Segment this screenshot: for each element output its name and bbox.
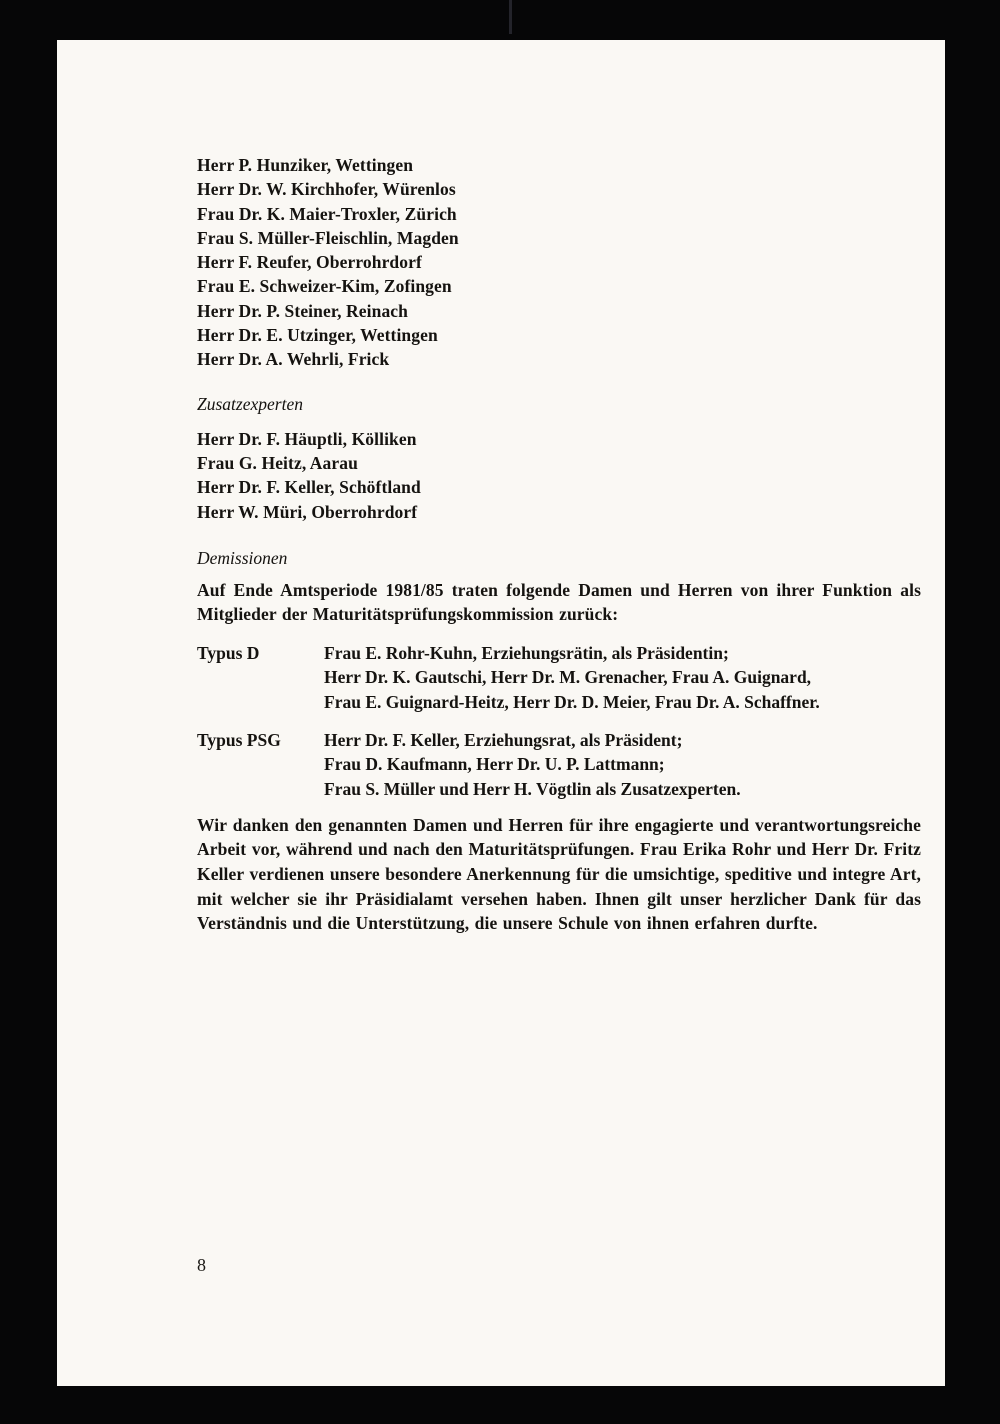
text-line: Herr Dr. K. Gautschi, Herr Dr. M. Grenacher, Frau A. Guignard, [324,667,812,688]
typus-d-label: Typus D [197,643,260,664]
list-item: Herr Dr. W. Kirchhofer, Würenlos [197,179,456,200]
list-item: Herr Dr. E. Utzinger, Wettingen [197,325,438,346]
list-item: Herr P. Hunziker, Wettingen [197,155,414,175]
list-item: Herr Dr. P. Steiner, Reinach [197,300,409,321]
text-line: Frau D. Kaufmann, Herr Dr. U. P. Lattmann; [324,754,665,775]
text-line: Frau E. Guignard-Heitz, Herr Dr. D. Meier, Frau Dr. A. Schaffner. [324,691,820,712]
list-item: Herr Dr. F. Keller, Schöftland [197,477,421,498]
list-item: Frau G. Heitz, Aarau [197,452,358,473]
typus-psg-label: Typus PSG [197,729,281,750]
section-heading-demissionen: Demissionen [197,547,288,568]
list-item: Frau Dr. K. Maier-Troxler, Zürich [197,203,457,224]
list-item: Herr Dr. A. Wehrli, Frick [197,349,390,370]
list-item: Herr F. Reufer, Oberrohrdorf [197,252,422,273]
section-heading-zusatzexperten: Zusatzexperten [197,393,303,414]
text-line: Frau E. Rohr-Kuhn, Erziehungsrätin, als Präsidentin; [324,643,729,664]
text-line: Frau S. Müller und Herr H. Vögtlin als Zusatzexperten. [324,778,741,799]
typus-d-entry [197,641,921,714]
list-item: Frau S. Müller-Fleischlin, Magden [197,227,459,248]
zusatzexperten-list [197,427,921,524]
typus-d-members [324,641,921,714]
document-page [57,40,945,1386]
closing-paragraph: Wir danken den genannten Damen und Herren für ihre engagierte und verantwortungsreiche Arbeit vor, während und nach den Maturitätsprüfungen. Frau Erika Rohr und Herr Dr. Fritz Keller verdienen unsere besondere Anerkennung für die umsichtige, speditive und integre Art, mit welcher sie ihr Präsidialamt versehen haben. Ihnen gilt unser herzlicher Dank für das Verständnis und die Unterstützung, die unsere Schule von ihnen erfahren durfte. [197,814,921,934]
attendee-list [197,40,921,372]
list-item: Frau E. Schweizer-Kim, Zofingen [197,276,452,297]
list-item: Herr Dr. F. Häuptli, Kölliken [197,428,417,449]
demissionen-intro: Auf Ende Amtsperiode 1981/85 traten folgende Damen und Herren von ihrer Funktion als Mitglieder der Maturitätsprüfungskommission zurück: [197,579,921,625]
scan-artifact-line [509,0,512,34]
typus-psg-members [324,728,921,801]
typus-psg-entry [197,728,921,801]
list-item: Herr W. Müri, Oberrohrdorf [197,501,418,522]
page-content [197,40,921,936]
text-line: Herr Dr. F. Keller, Erziehungsrat, als Präsident; [324,729,683,750]
page-number: 8 [197,1255,206,1275]
